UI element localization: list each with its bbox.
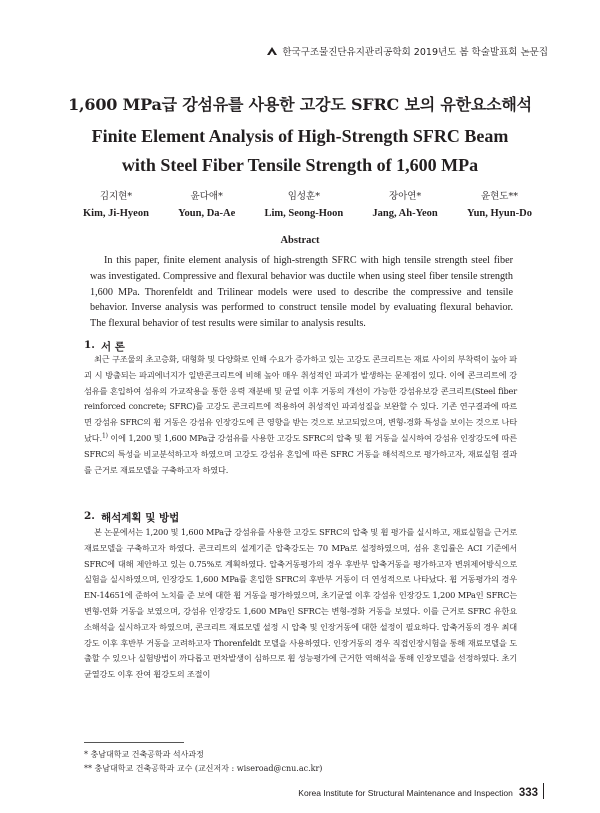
page-number: 333 [518,787,538,799]
author-name-korean: 임성훈* [287,191,320,202]
title-english-line1: Finite Element Analysis of High-Strength SFRC Beam [91,126,509,146]
author [178,188,235,222]
author-name-english: Kim, Ji-Hyeon [83,208,149,219]
author-name-korean: 윤다애* [190,191,223,202]
author-name-english: Lim, Seong-Hoon [264,208,344,219]
footnote: ** 충남대학교 건축공학과 교수 (교신저자 : wiseroad@cnu.ac.kr) [84,764,323,773]
section-number: 2. [84,510,95,522]
reference-mark: 1) [101,432,108,440]
journal-chevron-icon [266,46,278,56]
title-english-line2: with Steel Fiber Tensile Strength of 1,600 MPa [121,155,479,175]
title-english [60,122,540,180]
section-number: 1. [84,339,95,351]
page-footer [298,787,538,799]
footer-institute: Korea Institute for Structural Maintenance and Inspection [298,788,513,798]
paragraph-text: 이에 1,200 및 1,600 MPa급 강섬유를 사용한 고강도 SFRC의 압축 및 휨 거동을 실시하여 강섬유 인장강도에 따른 SFRC의 특성을 비교분석하고자 하였으며 고강도 강섬유 혼입에 따른 SFRC 거동을 해석적으로 평가하고자, 재료실험 결과를 근거로 재료모델을 구축하고자 하였다. [84,432,517,475]
abstract-text: In this paper, finite element analysis of high-strength SFRC with high tensile strength steel fiber was investigated. Compressive and flexural behavior was ductile when using steel fiber tensile strength 1,600 MPa. Thorenfeldt and Trilinear models were used to describe the compressive and tensile behavior. Inverse analysis was performed to construct tensile model by evaluating flexural behavior. The flexural behavior of test results were similar to analysis results. [90,255,513,330]
author [83,188,149,222]
author-name-english: Youn, Da-Ae [178,208,236,219]
footer-divider [543,783,544,799]
section-title: 서 론 [100,341,125,353]
author-name-english: Jang, Ah-Yeon [372,208,438,219]
author [264,188,343,222]
running-head-text: 한국구조물진단유지관리공학회 2019년도 봄 학술발표회 논문집 [282,47,548,58]
footnote-divider [84,742,184,743]
section-method-text: 본 논문에서는 1,200 및 1,600 MPa급 강섬유를 사용한 고강도 SFRC의 압축 및 휨 평가를 실시하고, 재료실험을 근거로 재료모델을 구축하고자 하였다. 콘크리트의 설계기준 압축강도는 70 MPa로 설정하였으며, 섬유 혼입률은 ACI 기준에서 SFRC에 대해 제안하고 있는 0.75%로 계획하였다. 압축거동평가의 경우 후반부 압축거동을 평가하고자 변위제어방식으로 실험을 실시하였으며, 인장강도 1,600 MPa를 혼입한 SFRC의 후반부 거동이 더 연성적으로 나타났다. 휨 거동평가의 경우 EN-14651에 준하여 노치를 준 보에 대한 휨 거동을 평가하였으며, 초기균열 이후 강섬유 인장강도 1,200 MPa인 SFRC는 변형-연화 거동을 보였으며, 강섬유 인장강도 1,600 MPa인 SFRC는 변형-경화 거동을 보였다. 이를 근거로 SFRC 유한요소해석을 실시하고자 하였으며, 콘크리트 재료모델 설정 시 압축 및 인장거동에 대한 설정이 필요하다. 압축거동의 경우 최대강도 이후 후반부 거동을 고려하고자 Thorenfeldt 모델을 사용하였다. 인장거동의 경우 직접인장시험을 통해 재료모델을 도출할 수 있으나 실험방법이 까다롭고 편차발생이 심하므로 휨 성능평가에 근거한 역해석을 통해 인장모델을 선정하였다. 초기균열강도 이후 잔여 휨강도의 조절이 [84,527,517,680]
title-korean: 1,600 MPa급 강섬유를 사용한 고강도 SFRC 보의 유한요소해석 [68,95,532,114]
running-head [266,44,548,58]
author-list [83,188,532,222]
section-title: 해석계획 및 방법 [100,512,180,524]
author-name-korean: 윤현도** [480,191,518,202]
abstract-heading: Abstract [280,235,320,246]
section-heading-method [84,510,179,525]
author [467,188,532,222]
footnote: * 충남대학교 건축공학과 석사과정 [84,750,204,759]
author-name-english: Yun, Hyun-Do [466,208,532,219]
section-introduction-text [84,352,517,478]
author-name-korean: 김지현* [99,191,133,202]
footnotes [84,748,322,776]
paragraph-text: 최근 구조물의 초고층화, 대형화 및 다양화로 인해 수요가 증가하고 있는 고강도 콘크리트는 재료 사이의 부착력이 높아 파괴 시 방출되는 파괴에너지가 일반콘크리트에 비해 높아 매우 취성적인 파괴가 발생하는 문제점이 있다. 이에 콘크리트에 강섬유를 혼입하여 섬유의 가교작용을 통한 응력 재분배 및 균열 이후 거동의 개선이 가능한 강섬유보강 콘크리트(Steel fiber reinforced concrete; SFRC)를 고강도 콘크리트에 적용하여 취성적인 파괴성질을 보완할 수 있다. 기존 연구결과에 따르면 강섬유 SFRC의 휨 거동은 강섬유 인장강도에 큰 영향을 받는 것으로 보고되었으며, 변형-경화 특성을 보이는 것으로 나타났다. [84,354,517,443]
author [372,188,437,222]
author-name-korean: 장아연* [388,191,422,202]
